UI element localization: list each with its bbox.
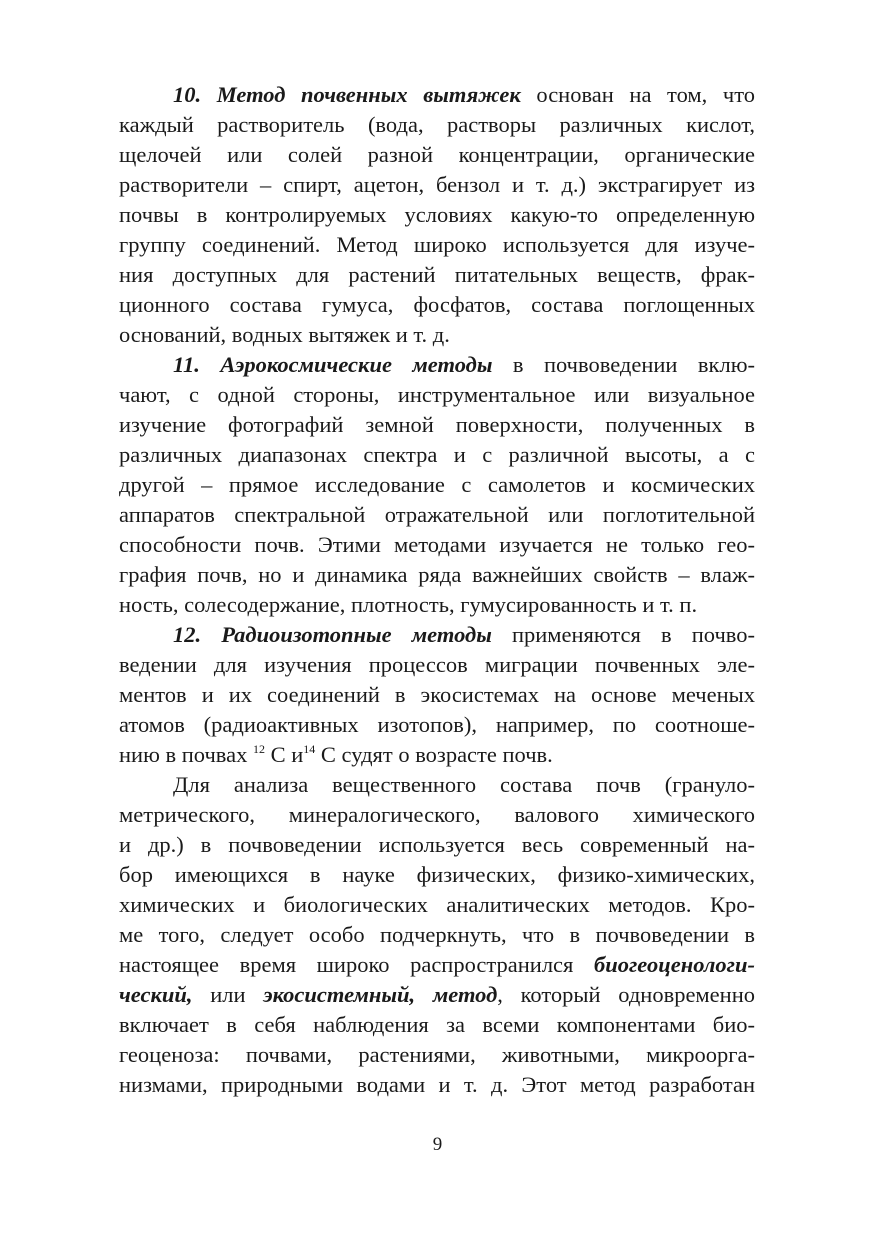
text-line: [119, 710, 755, 740]
text-run: бор имеющихся в науке физических, физико-химических,: [119, 862, 755, 887]
emphasized-term: 12. Радиоизотопные методы: [173, 622, 492, 647]
text-line: [119, 980, 755, 1010]
text-run: настоящее время широко распространился: [119, 952, 594, 977]
text-line: [119, 770, 755, 800]
text-line: [119, 950, 755, 980]
text-run: или: [192, 982, 264, 1007]
text-run: каждый растворитель (вода, растворы различных кислот,: [119, 112, 755, 137]
text-line: [119, 1010, 755, 1040]
text-run: основан на том, что: [520, 82, 755, 107]
emphasized-term: биогеоценологи-: [593, 952, 755, 977]
text-line: [119, 260, 755, 290]
text-run: химических и биологических аналитических методов. Кро-: [119, 892, 755, 917]
text-run: С судят о возрасте почв.: [315, 742, 553, 767]
text-run: растворители – спирт, ацетон, бензол и т. д.) экстрагирует из: [119, 172, 755, 197]
text-run: оснований, водных вытяжек и т. д.: [119, 322, 450, 347]
text-run: ность, солесодержание, плотность, гумусированность и т. п.: [119, 592, 698, 617]
text-run: низмами, природными водами и т. д. Этот метод разработан: [119, 1072, 755, 1097]
paragraph: [119, 350, 755, 620]
text-run: способности почв. Этими методами изучается не только гео-: [119, 532, 755, 557]
text-line: [119, 320, 755, 350]
text-line: [119, 890, 755, 920]
text-run: применяются в почво-: [491, 622, 755, 647]
text-run: геоценоза: почвами, растениями, животными, микроорга-: [119, 1042, 755, 1067]
text-run: щелочей или солей разной концентрации, органические: [119, 142, 755, 167]
text-line: [119, 1070, 755, 1100]
text-run: ционного состава гумуса, фосфатов, состава поглощенных: [119, 292, 755, 317]
text-line: [119, 800, 755, 830]
text-line: [119, 620, 755, 650]
superscript: 12: [252, 742, 265, 756]
text-run: в почвоведении вклю-: [492, 352, 755, 377]
text-run: включает в себя наблюдения за всеми компонентами био-: [119, 1012, 755, 1037]
text-line: [119, 140, 755, 170]
text-line: [119, 290, 755, 320]
emphasized-term: 11. Аэрокосмические методы: [173, 352, 493, 377]
text-run: ме того, следует особо подчеркнуть, что в почвоведении в: [119, 922, 755, 947]
text-line: [119, 560, 755, 590]
text-run: и др.) в почвоведении используется весь современный на-: [119, 832, 755, 857]
text-line: [119, 650, 755, 680]
text-line: [119, 200, 755, 230]
text-line: [119, 230, 755, 260]
text-run: , который одновременно: [497, 982, 755, 1007]
emphasized-term: 10. Метод почвенных вытяжек: [173, 82, 521, 107]
text-run: ния доступных для растений питательных веществ, фрак-: [119, 262, 755, 287]
text-run: Для анализа вещественного состава почв (грануло-: [173, 772, 755, 797]
text-line: [119, 440, 755, 470]
text-run: атомов (радиоактивных изотопов), например, по соотноше-: [119, 712, 755, 737]
text-line: [119, 80, 755, 110]
text-run: изучение фотографий земной поверхности, полученных в: [119, 412, 755, 437]
paragraph: [119, 620, 755, 770]
text-line: [119, 500, 755, 530]
text-run: графия почв, но и динамика ряда важнейших свойств – влаж-: [119, 562, 755, 587]
text-line: [119, 110, 755, 140]
text-line: [119, 830, 755, 860]
text-run: другой – прямое исследование с самолетов и космических: [119, 472, 755, 497]
text-line: [119, 740, 755, 770]
text-run: почвы в контролируемых условиях какую-то определенную: [119, 202, 755, 227]
text-line: [119, 530, 755, 560]
text-line: [119, 170, 755, 200]
text-run: ведении для изучения процессов миграции почвенных эле-: [119, 652, 755, 677]
text-run: нию в почвах: [119, 742, 253, 767]
text-line: [119, 590, 755, 620]
text-run: различных диапазонах спектра и с различной высоты, а с: [119, 442, 755, 467]
superscript: 14: [303, 742, 316, 756]
text-run: аппаратов спектральной отражательной или поглотительной: [119, 502, 755, 527]
paragraph: [119, 80, 755, 350]
page-number: 9: [432, 1134, 443, 1155]
text-line: [119, 1040, 755, 1070]
emphasized-term: экосистемный, метод: [263, 982, 498, 1007]
text-run: группу соединений. Метод широко используется для изуче-: [119, 232, 755, 257]
text-run: ментов и их соединений в экосистемах на основе меченых: [119, 682, 755, 707]
document-body: [119, 80, 755, 1100]
emphasized-term: ческий,: [119, 982, 193, 1007]
text-line: [119, 410, 755, 440]
paragraph: [119, 770, 755, 1100]
text-line: [119, 680, 755, 710]
text-line: [119, 350, 755, 380]
text-run: чают, с одной стороны, инструментальное или визуальное: [119, 382, 755, 407]
text-run: С и: [264, 742, 304, 767]
text-line: [119, 380, 755, 410]
text-line: [119, 920, 755, 950]
text-line: [119, 470, 755, 500]
text-line: [119, 860, 755, 890]
text-run: метрического, минералогического, валового химического: [119, 802, 755, 827]
